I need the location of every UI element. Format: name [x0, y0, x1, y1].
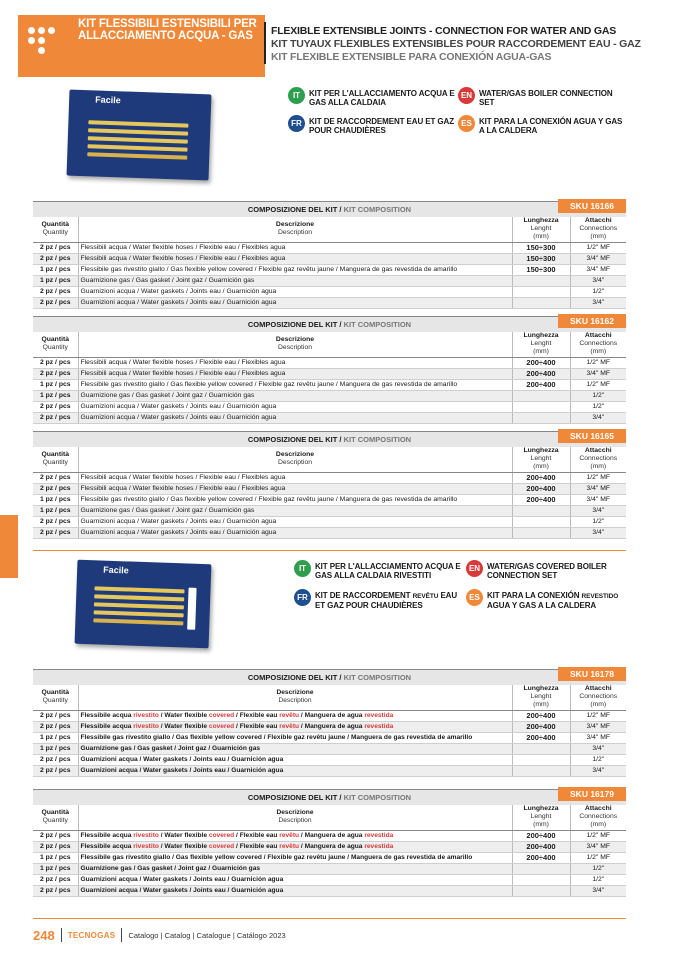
- col-quantity: Quantità Quantity: [33, 685, 78, 710]
- cell-length: [512, 297, 570, 308]
- cell-description: Flessibile acqua rivestito / Water flexible covered / Flexible eau revêtu / Manguera de agua revestida: [78, 830, 512, 841]
- col-connections: Attacchi Connections (mm): [570, 447, 626, 472]
- table-row: [33, 357, 626, 368]
- cell-description: Flessibile gas rivestito giallo / Gas flexible yellow covered / Flexible gaz revêtu jaune / Manguera de gas revestida de amarillo: [78, 494, 512, 505]
- col-quantity: Quantità Quantity: [33, 447, 78, 472]
- cell-connection: 3/4" MF: [570, 732, 626, 743]
- cell-connection: 3/4" MF: [570, 264, 626, 275]
- composition-table: [33, 332, 626, 424]
- cell-description: Flessibile gas rivestito giallo / Gas flexible yellow covered / Flexible gaz revêtu jaune / Manguera de gas revestida de amarillo: [78, 264, 512, 275]
- cell-description: Guarnizioni acqua / Water gaskets / Joints eau / Guarnición agua: [78, 885, 512, 896]
- cell-description: Guarnizione gas / Gas gasket / Joint gaz / Guarnición gas: [78, 743, 512, 754]
- cell-quantity: 1 pz / pcs: [33, 494, 78, 505]
- cell-connection: 3/4": [570, 275, 626, 286]
- cell-quantity: 1 pz / pcs: [33, 732, 78, 743]
- table-header-row: [33, 447, 626, 472]
- table-row: [33, 885, 626, 896]
- page-title-block: [271, 25, 671, 64]
- kit-table-4: [33, 789, 626, 897]
- table-row: [33, 516, 626, 527]
- cell-connection: 1/2": [570, 390, 626, 401]
- table-row: [33, 368, 626, 379]
- cell-quantity: 2 pz / pcs: [33, 721, 78, 732]
- composition-header: COMPOSIZIONE DEL KIT / KIT COMPOSITION SKU 16162: [33, 317, 626, 332]
- cell-connection: 3/4" MF: [570, 494, 626, 505]
- table-row: [33, 286, 626, 297]
- cell-length: 200÷400: [512, 379, 570, 390]
- cell-description: Flessibili acqua / Water flexible hoses / Flexible eau / Flexibles agua: [78, 242, 512, 253]
- cell-quantity: 2 pz / pcs: [33, 874, 78, 885]
- sku-badge: SKU 16166: [558, 199, 626, 213]
- cell-description: Flessibile acqua rivestito / Water flexible covered / Flexible eau revêtu / Manguera de agua revestida: [78, 841, 512, 852]
- composition-header: COMPOSIZIONE DEL KIT / KIT COMPOSITION SKU 16178: [33, 670, 626, 685]
- cell-connection: 3/4": [570, 297, 626, 308]
- cell-description: Flessibile gas rivestito giallo / Gas flexible yellow covered / Flexible gaz revêtu jaune / Manguera de gas revestida de amarillo: [78, 379, 512, 390]
- table-row: [33, 732, 626, 743]
- en-badge-icon: EN: [466, 560, 483, 577]
- cell-quantity: 1 pz / pcs: [33, 505, 78, 516]
- title-fr: KIT TUYAUX FLEXIBLES EXTENSIBLES POUR RACCORDEMENT EAU - GAZ: [271, 38, 641, 50]
- composition-header: COMPOSIZIONE DEL KIT / KIT COMPOSITION SKU 16179: [33, 790, 626, 805]
- col-connections: Attacchi Connections (mm): [570, 217, 626, 242]
- lang-es-2: ES KIT PARA LA CONEXIÓN REVESTIDO AGUA Y GAS A LA CALDERA: [466, 591, 636, 610]
- col-length: Lunghezza Lenght (mm): [512, 332, 570, 357]
- cell-quantity: 2 pz / pcs: [33, 297, 78, 308]
- cell-quantity: 1 pz / pcs: [33, 852, 78, 863]
- cell-length: [512, 765, 570, 776]
- cell-description: Flessibili acqua / Water flexible hoses / Flexible eau / Flexibles agua: [78, 253, 512, 264]
- table-row: [33, 472, 626, 483]
- cell-quantity: 2 pz / pcs: [33, 357, 78, 368]
- cell-length: 200÷400: [512, 841, 570, 852]
- cell-length: [512, 505, 570, 516]
- cell-description: Guarnizioni acqua / Water gaskets / Joints eau / Guarnición agua: [78, 401, 512, 412]
- cell-quantity: 2 pz / pcs: [33, 765, 78, 776]
- cell-connection: 1/2" MF: [570, 830, 626, 841]
- cell-connection: 1/2" MF: [570, 379, 626, 390]
- table-row: [33, 505, 626, 516]
- table-row: [33, 721, 626, 732]
- cell-description: Guarnizione gas / Gas gasket / Joint gaz / Guarnición gas: [78, 390, 512, 401]
- product-logo: Facile: [95, 94, 121, 106]
- cell-connection: 1/2" MF: [570, 852, 626, 863]
- table-row: [33, 242, 626, 253]
- es-badge-icon: ES: [458, 115, 475, 132]
- table-row: [33, 401, 626, 412]
- cell-length: [512, 275, 570, 286]
- cell-quantity: 2 pz / pcs: [33, 841, 78, 852]
- cell-description: Guarnizioni acqua / Water gaskets / Joints eau / Guarnición agua: [78, 412, 512, 423]
- cell-length: [512, 286, 570, 297]
- cell-description: Flessibili acqua / Water flexible hoses / Flexible eau / Flexibles agua: [78, 483, 512, 494]
- cell-connection: 1/2": [570, 863, 626, 874]
- col-length: Lunghezza Lenght (mm): [512, 217, 570, 242]
- it-badge-icon: IT: [288, 87, 305, 104]
- col-connections: Attacchi Connections (mm): [570, 332, 626, 357]
- cell-quantity: 1 pz / pcs: [33, 390, 78, 401]
- cell-connection: 1/2": [570, 754, 626, 765]
- cell-length: 200÷400: [512, 472, 570, 483]
- col-quantity: Quantità Quantity: [33, 217, 78, 242]
- cell-quantity: 2 pz / pcs: [33, 242, 78, 253]
- composition-table: [33, 805, 626, 897]
- table-row: [33, 527, 626, 538]
- cell-length: 200÷400: [512, 368, 570, 379]
- cell-length: 200÷400: [512, 852, 570, 863]
- cell-description: Flessibili acqua / Water flexible hoses / Flexible eau / Flexibles agua: [78, 472, 512, 483]
- table-header-row: [33, 217, 626, 242]
- cell-quantity: 2 pz / pcs: [33, 401, 78, 412]
- cell-quantity: 1 pz / pcs: [33, 264, 78, 275]
- cell-quantity: 2 pz / pcs: [33, 472, 78, 483]
- cell-length: 200÷400: [512, 721, 570, 732]
- cell-length: [512, 401, 570, 412]
- composition-header: COMPOSIZIONE DEL KIT / KIT COMPOSITION SKU 16166: [33, 202, 626, 217]
- cell-connection: 1/2" MF: [570, 710, 626, 721]
- col-description: Descrizione Description: [78, 685, 512, 710]
- section-divider: [33, 550, 626, 551]
- kit-table-2: [33, 431, 626, 539]
- cell-connection: 3/4" MF: [570, 841, 626, 852]
- cell-length: 150÷300: [512, 253, 570, 264]
- table-row: [33, 863, 626, 874]
- it-badge-icon: IT: [294, 560, 311, 577]
- col-length: Lunghezza Lenght (mm): [512, 447, 570, 472]
- table-header-row: [33, 332, 626, 357]
- cell-length: [512, 412, 570, 423]
- cell-connection: 3/4" MF: [570, 721, 626, 732]
- cell-length: 200÷400: [512, 494, 570, 505]
- cell-length: 200÷400: [512, 483, 570, 494]
- table-row: [33, 743, 626, 754]
- col-quantity: Quantità Quantity: [33, 805, 78, 830]
- cell-connection: 3/4" MF: [570, 483, 626, 494]
- product-image-2: [75, 560, 212, 649]
- cell-quantity: 2 pz / pcs: [33, 830, 78, 841]
- col-description: Descrizione Description: [78, 217, 512, 242]
- cell-description: Flessibile gas rivestito giallo / Gas flexible yellow covered / Flexible gaz revêtu jaune / Manguera de gas revestida de amarillo: [78, 852, 512, 863]
- cell-quantity: 2 pz / pcs: [33, 368, 78, 379]
- table-row: [33, 765, 626, 776]
- cell-quantity: 1 pz / pcs: [33, 275, 78, 286]
- cell-quantity: 2 pz / pcs: [33, 527, 78, 538]
- cell-connection: 1/2": [570, 874, 626, 885]
- cell-connection: 1/2" MF: [570, 357, 626, 368]
- en-badge-icon: EN: [458, 87, 475, 104]
- cell-connection: 3/4" MF: [570, 253, 626, 264]
- cell-description: Guarnizioni acqua / Water gaskets / Joints eau / Guarnición agua: [78, 516, 512, 527]
- kit-table-0: [33, 201, 626, 309]
- cell-description: Flessibile acqua rivestito / Water flexible covered / Flexible eau revêtu / Manguera de agua revestida: [78, 721, 512, 732]
- col-length: Lunghezza Lenght (mm): [512, 685, 570, 710]
- cell-length: 150÷300: [512, 242, 570, 253]
- table-row: [33, 390, 626, 401]
- lang-fr-2: FR KIT DE RACCORDEMENT REVÊTU EAU ET GAZ POUR CHAUDIÈRES: [294, 591, 464, 610]
- cell-description: Guarnizioni acqua / Water gaskets / Joints eau / Guarnición agua: [78, 874, 512, 885]
- cell-connection: 1/2": [570, 286, 626, 297]
- table-row: [33, 852, 626, 863]
- side-tab: [0, 515, 18, 578]
- cell-length: [512, 743, 570, 754]
- cell-description: Guarnizione gas / Gas gasket / Joint gaz / Guarnición gas: [78, 505, 512, 516]
- kit-table-3: [33, 669, 626, 777]
- cell-quantity: 2 pz / pcs: [33, 286, 78, 297]
- cell-connection: 1/2" MF: [570, 472, 626, 483]
- sku-badge: SKU 16162: [558, 314, 626, 328]
- header-divider: [264, 22, 266, 64]
- table-row: [33, 830, 626, 841]
- cell-length: [512, 863, 570, 874]
- col-connections: Attacchi Connections (mm): [570, 685, 626, 710]
- cell-length: [512, 874, 570, 885]
- lang-en-1: EN WATER/GAS BOILER CONNECTION SET: [458, 89, 628, 107]
- col-quantity: Quantità Quantity: [33, 332, 78, 357]
- footer-divider: [33, 918, 626, 919]
- title-es: KIT FLEXIBLE EXTENSIBLE PARA CONEXIÓN AGUA-GAS: [271, 51, 552, 63]
- product-logo-2: Facile: [103, 564, 129, 576]
- table-row: [33, 494, 626, 505]
- cell-length: 200÷400: [512, 732, 570, 743]
- cell-description: Flessibile gas rivestito giallo / Gas flexible yellow covered / Flexible gaz revêtu jaune / Manguera de gas revestida de amarillo: [78, 732, 512, 743]
- footer: [33, 927, 286, 943]
- cell-quantity: 2 pz / pcs: [33, 412, 78, 423]
- table-row: [33, 841, 626, 852]
- cell-length: [512, 516, 570, 527]
- lang-en-2: EN WATER/GAS COVERED BOILER CONNECTION SET: [466, 562, 636, 580]
- cell-connection: 1/2" MF: [570, 242, 626, 253]
- cell-length: [512, 754, 570, 765]
- table-row: [33, 253, 626, 264]
- cell-connection: 3/4": [570, 765, 626, 776]
- kit-table-1: [33, 316, 626, 424]
- col-description: Descrizione Description: [78, 447, 512, 472]
- product-image-1: [67, 90, 212, 181]
- sku-badge: SKU 16178: [558, 667, 626, 681]
- lang-it-2: IT KIT PER L'ALLACCIAMENTO ACQUA E GAS ALLA CALDAIA RIVESTITI: [294, 562, 464, 580]
- table-row: [33, 710, 626, 721]
- composition-table: [33, 217, 626, 309]
- table-header-row: [33, 805, 626, 830]
- table-row: [33, 264, 626, 275]
- cell-quantity: 2 pz / pcs: [33, 516, 78, 527]
- cell-connection: 3/4" MF: [570, 368, 626, 379]
- cell-length: [512, 885, 570, 896]
- cell-length: 200÷400: [512, 357, 570, 368]
- col-description: Descrizione Description: [78, 332, 512, 357]
- cell-quantity: 2 pz / pcs: [33, 885, 78, 896]
- cell-description: Flessibili acqua / Water flexible hoses / Flexible eau / Flexibles agua: [78, 368, 512, 379]
- cell-length: 200÷400: [512, 830, 570, 841]
- cell-quantity: 2 pz / pcs: [33, 253, 78, 264]
- title-en: FLEXIBLE EXTENSIBLE JOINTS - CONNECTION FOR WATER AND GAS: [271, 25, 617, 37]
- cell-connection: 1/2": [570, 401, 626, 412]
- composition-table: [33, 685, 626, 777]
- cell-quantity: 1 pz / pcs: [33, 379, 78, 390]
- cell-description: Flessibile acqua rivestito / Water flexible covered / Flexible eau revêtu / Manguera de agua revestida: [78, 710, 512, 721]
- cell-description: Guarnizioni acqua / Water gaskets / Joints eau / Guarnición agua: [78, 754, 512, 765]
- lang-es-1: ES KIT PARA LA CONEXIÓN AGUA Y GAS A LA CALDERA: [458, 117, 628, 135]
- col-description: Descrizione Description: [78, 805, 512, 830]
- sku-badge: SKU 16165: [558, 429, 626, 443]
- fr-badge-icon: FR: [294, 589, 311, 606]
- cell-quantity: 2 pz / pcs: [33, 483, 78, 494]
- cell-connection: 3/4": [570, 885, 626, 896]
- cell-quantity: 1 pz / pcs: [33, 743, 78, 754]
- table-row: [33, 297, 626, 308]
- page-title-it: KIT FLESSIBILI ESTENSIBILI PER ALLACCIAMENTO ACQUA - GAS: [78, 18, 257, 42]
- es-badge-icon: ES: [466, 589, 483, 606]
- cell-description: Flessibili acqua / Water flexible hoses / Flexible eau / Flexibles agua: [78, 357, 512, 368]
- table-row: [33, 412, 626, 423]
- cell-connection: 3/4": [570, 412, 626, 423]
- cell-connection: 1/2": [570, 516, 626, 527]
- table-header-row: [33, 685, 626, 710]
- cell-description: Guarnizione gas / Gas gasket / Joint gaz / Guarnición gas: [78, 275, 512, 286]
- cell-length: 150÷300: [512, 264, 570, 275]
- dots-icon: [28, 27, 64, 63]
- lang-fr-1: FR KIT DE RACCORDEMENT EAU ET GAZ POUR CHAUDIÈRES: [288, 117, 458, 135]
- brand-name: TECNOGAS: [67, 930, 116, 940]
- cell-description: Guarnizioni acqua / Water gaskets / Joints eau / Guarnición agua: [78, 297, 512, 308]
- composition-table: [33, 447, 626, 539]
- catalog-label: Catalogo | Catalog | Catalogue | Catálogo 2023: [128, 930, 286, 940]
- lang-it-1: IT KIT PER L'ALLACCIAMENTO ACQUA E GAS ALLA CALDAIA: [288, 89, 458, 107]
- cell-connection: 3/4": [570, 527, 626, 538]
- cell-description: Guarnizione gas / Gas gasket / Joint gaz / Guarnición gas: [78, 863, 512, 874]
- table-row: [33, 754, 626, 765]
- cell-description: Guarnizioni acqua / Water gaskets / Joints eau / Guarnición agua: [78, 765, 512, 776]
- cell-description: Guarnizioni acqua / Water gaskets / Joints eau / Guarnición agua: [78, 527, 512, 538]
- cell-length: [512, 390, 570, 401]
- table-row: [33, 483, 626, 494]
- fr-badge-icon: FR: [288, 115, 305, 132]
- table-row: [33, 275, 626, 286]
- cell-quantity: 2 pz / pcs: [33, 754, 78, 765]
- page-number: 248: [33, 927, 55, 943]
- cell-quantity: 2 pz / pcs: [33, 710, 78, 721]
- sku-badge: SKU 16179: [558, 787, 626, 801]
- composition-header: COMPOSIZIONE DEL KIT / KIT COMPOSITION SKU 16165: [33, 432, 626, 447]
- col-length: Lunghezza Lenght (mm): [512, 805, 570, 830]
- table-row: [33, 379, 626, 390]
- cell-connection: 3/4": [570, 505, 626, 516]
- cell-length: 200÷400: [512, 710, 570, 721]
- cell-quantity: 1 pz / pcs: [33, 863, 78, 874]
- col-connections: Attacchi Connections (mm): [570, 805, 626, 830]
- cell-length: [512, 527, 570, 538]
- table-row: [33, 874, 626, 885]
- cell-description: Guarnizioni acqua / Water gaskets / Joints eau / Guarnición agua: [78, 286, 512, 297]
- cell-connection: 3/4": [570, 743, 626, 754]
